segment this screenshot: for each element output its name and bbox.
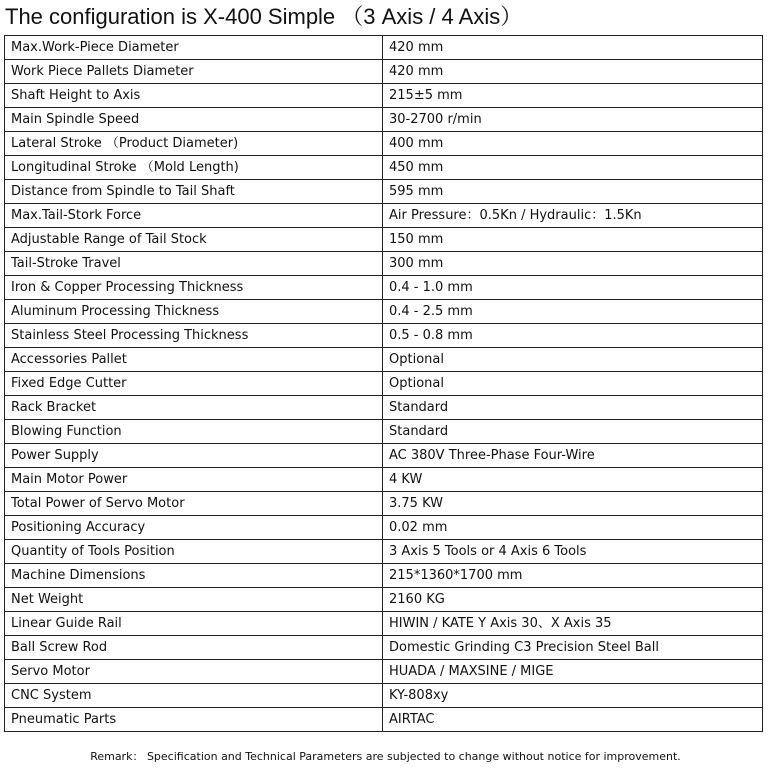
param-name-cell: Servo Motor — [5, 660, 383, 684]
table-row — [5, 540, 763, 564]
table-row — [5, 420, 763, 444]
param-value-cell: 150 mm — [383, 228, 763, 252]
table-row — [5, 492, 763, 516]
table-row — [5, 132, 763, 156]
param-name-cell: Lateral Stroke （Product Diameter) — [5, 132, 383, 156]
table-row — [5, 372, 763, 396]
param-name-cell: Shaft Height to Axis — [5, 84, 383, 108]
param-value-cell: Standard — [383, 420, 763, 444]
param-name-cell: Quantity of Tools Position — [5, 540, 383, 564]
table-row — [5, 612, 763, 636]
param-value-cell: Optional — [383, 372, 763, 396]
param-value-cell: 215±5 mm — [383, 84, 763, 108]
table-row — [5, 660, 763, 684]
spec-table — [4, 35, 763, 732]
param-value-cell: Domestic Grinding C3 Precision Steel Ball — [383, 636, 763, 660]
param-value-cell: AC 380V Three-Phase Four-Wire — [383, 444, 763, 468]
param-value-cell: 0.4 - 1.0 mm — [383, 276, 763, 300]
param-value-cell: Air Pressure：0.5Kn / Hydraulic：1.5Kn — [383, 204, 763, 228]
param-value-cell: 0.5 - 0.8 mm — [383, 324, 763, 348]
param-name-cell: Total Power of Servo Motor — [5, 492, 383, 516]
param-name-cell: Main Motor Power — [5, 468, 383, 492]
spec-table-body — [5, 36, 763, 732]
param-value-cell: AIRTAC — [383, 708, 763, 732]
param-value-cell: 450 mm — [383, 156, 763, 180]
param-value-cell: 400 mm — [383, 132, 763, 156]
param-name-cell: Fixed Edge Cutter — [5, 372, 383, 396]
param-name-cell: Iron & Copper Processing Thickness — [5, 276, 383, 300]
table-row — [5, 444, 763, 468]
param-value-cell: Standard — [383, 396, 763, 420]
param-name-cell: CNC System — [5, 684, 383, 708]
table-row — [5, 468, 763, 492]
param-name-cell: Machine Dimensions — [5, 564, 383, 588]
param-name-cell: Pneumatic Parts — [5, 708, 383, 732]
param-name-cell: Blowing Function — [5, 420, 383, 444]
table-row — [5, 300, 763, 324]
table-row — [5, 84, 763, 108]
table-row — [5, 60, 763, 84]
param-value-cell: 595 mm — [383, 180, 763, 204]
param-name-cell: Net Weight — [5, 588, 383, 612]
table-row — [5, 516, 763, 540]
param-value-cell: HUADA / MAXSINE / MIGE — [383, 660, 763, 684]
param-value-cell: 3.75 KW — [383, 492, 763, 516]
param-name-cell: Positioning Accuracy — [5, 516, 383, 540]
param-value-cell: 300 mm — [383, 252, 763, 276]
param-name-cell: Work Piece Pallets Diameter — [5, 60, 383, 84]
page-title: The configuration is X-400 Simple （3 Axis / 4 Axis） — [5, 4, 523, 29]
table-row — [5, 156, 763, 180]
param-value-cell: 0.4 - 2.5 mm — [383, 300, 763, 324]
remark-note: Remark： Specification and Technical Parameters are subjected to change without notice for improvement. — [90, 750, 681, 763]
param-name-cell: Max.Tail-Stork Force — [5, 204, 383, 228]
table-row — [5, 564, 763, 588]
table-row — [5, 396, 763, 420]
param-name-cell: Ball Screw Rod — [5, 636, 383, 660]
table-row — [5, 180, 763, 204]
param-name-cell: Longitudinal Stroke （Mold Length) — [5, 156, 383, 180]
param-value-cell: 420 mm — [383, 36, 763, 60]
param-name-cell: Accessories Pallet — [5, 348, 383, 372]
param-name-cell: Tail-Stroke Travel — [5, 252, 383, 276]
param-value-cell: 215*1360*1700 mm — [383, 564, 763, 588]
param-value-cell: KY-808xy — [383, 684, 763, 708]
table-row — [5, 252, 763, 276]
param-name-cell: Adjustable Range of Tail Stock — [5, 228, 383, 252]
param-value-cell: 0.02 mm — [383, 516, 763, 540]
table-row — [5, 204, 763, 228]
table-row — [5, 108, 763, 132]
table-row — [5, 228, 763, 252]
param-name-cell: Max.Work-Piece Diameter — [5, 36, 383, 60]
param-value-cell: 3 Axis 5 Tools or 4 Axis 6 Tools — [383, 540, 763, 564]
table-row — [5, 276, 763, 300]
table-row — [5, 324, 763, 348]
table-row — [5, 348, 763, 372]
param-value-cell: 420 mm — [383, 60, 763, 84]
param-value-cell: 30-2700 r/min — [383, 108, 763, 132]
param-name-cell: Linear Guide Rail — [5, 612, 383, 636]
param-value-cell: Optional — [383, 348, 763, 372]
param-name-cell: Distance from Spindle to Tail Shaft — [5, 180, 383, 204]
param-name-cell: Stainless Steel Processing Thickness — [5, 324, 383, 348]
table-row — [5, 588, 763, 612]
param-value-cell: HIWIN / KATE Y Axis 30、X Axis 35 — [383, 612, 763, 636]
param-name-cell: Power Supply — [5, 444, 383, 468]
table-row — [5, 636, 763, 660]
param-value-cell: 4 KW — [383, 468, 763, 492]
table-row — [5, 36, 763, 60]
param-value-cell: 2160 KG — [383, 588, 763, 612]
param-name-cell: Rack Bracket — [5, 396, 383, 420]
table-row — [5, 684, 763, 708]
param-name-cell: Main Spindle Speed — [5, 108, 383, 132]
table-row — [5, 708, 763, 732]
param-name-cell: Aluminum Processing Thickness — [5, 300, 383, 324]
